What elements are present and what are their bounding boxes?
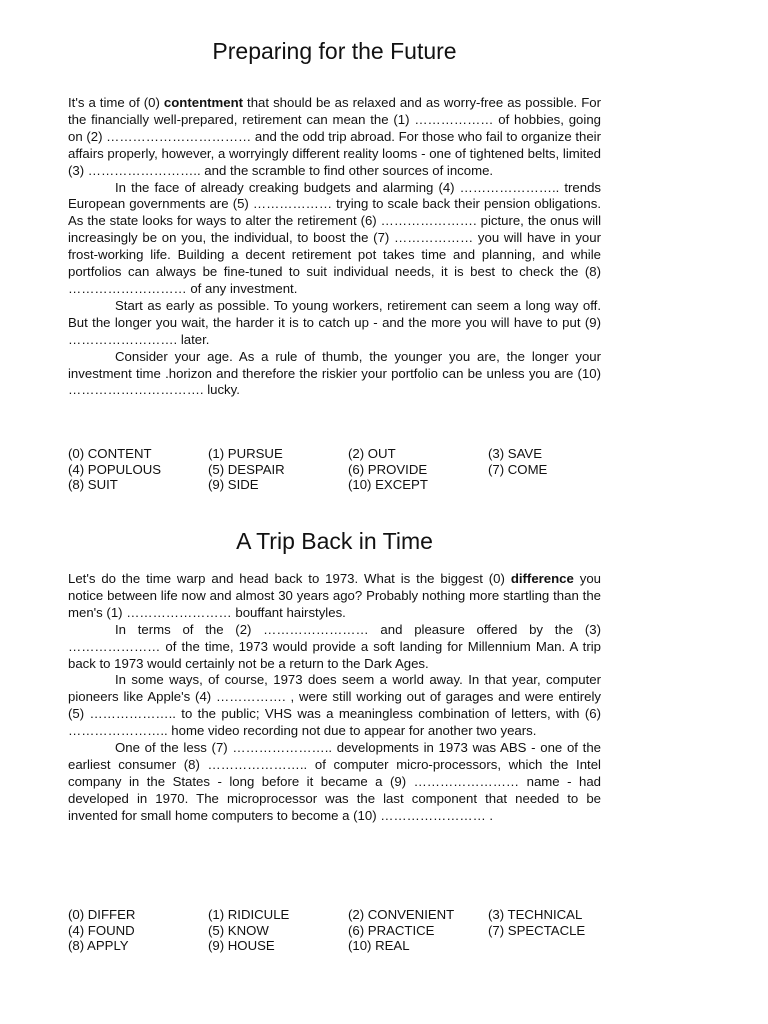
word-option: (1) RIDICULE: [208, 907, 290, 922]
word-option: (2) CONVENIENT: [348, 907, 455, 922]
word-option: (3) TECHNICAL: [488, 907, 583, 922]
section1-options: [68, 446, 628, 493]
paragraph-text: In the face of already creaking budgets and alarming (4) ………………….. trends European governments are (5) ……………… trying to scale back their pension obligations. As the state looks for ways to alter the retirement (6) …………………. picture, the onus will increasingly be on you, the individual, to boost the (7) ……………… you will have in your frost-working life. Building a decent retirement pot takes time and planning, and while portfolios can always be fine-tuned to suit individual needs, it is best to check the (8) ……………………… of any investment.: [68, 179, 601, 296]
paragraph: [68, 571, 601, 622]
word-option: (5) KNOW: [208, 922, 269, 938]
word-option: (3) SAVE: [488, 446, 542, 461]
paragraph-text: Consider your age. As a rule of thumb, the younger you are, the longer your investment time .horizon and therefore the riskier your portfolio can be unless you are (10) …………………………. lucky.: [68, 348, 601, 398]
word-option: (6) PROVIDE: [348, 461, 428, 477]
word-option: (1) PURSUE: [208, 446, 283, 461]
section1-body: [68, 95, 601, 399]
paragraph: [68, 298, 601, 349]
paragraph: [68, 349, 601, 400]
paragraph-text: that should be as relaxed and as worry-free as possible. For the financially well-prepared, retirement can mean the (1) ……………… of hobbies, going on (2) …………………………… and the odd trip abroad. For those who fail to organize their affairs properly, however, a worryingly different reality looms - one of tightened belts, limited (3) …………………….. and the scramble to find other sources of income.: [68, 95, 601, 178]
word-option: (6) PRACTICE: [348, 922, 435, 938]
word-option: (8) SUIT: [68, 477, 118, 492]
section2-body: [68, 571, 601, 825]
word-option: (0) CONTENT: [68, 446, 152, 461]
word-option: (10) EXCEPT: [348, 477, 428, 492]
paragraph: [68, 622, 601, 673]
section1-title: Preparing for the Future: [212, 38, 457, 64]
answer-example: difference: [510, 571, 574, 586]
paragraph-text: Let's do the time warp and head back to 1973. What is the biggest (0): [68, 571, 511, 586]
paragraph-text: In some ways, of course, 1973 does seem a world away. In that year, computer pioneers like Apple's (4) ……………. , were still working out of garages and were entirely (5) ……………….. to the public; VHS was a meaningless combination of letters, with (6) ………………….. home video recording not due to appear for another two years.: [68, 672, 601, 739]
section2-options: [68, 907, 628, 954]
paragraph-text: you notice between life now and almost 30 years ago? Probably nothing more startling than the men's (1) …………………… bouffant hairstyles.: [68, 571, 601, 620]
word-option: (5) DESPAIR: [208, 461, 285, 477]
section2-title: A Trip Back in Time: [236, 528, 433, 554]
word-option: (4) FOUND: [68, 922, 135, 938]
word-option: (7) COME: [488, 461, 548, 477]
section1-title-wrap: [68, 37, 601, 65]
paragraph-text: One of the less (7) ………………….. developments in 1973 was ABS - one of the earliest consumer (8) ………………….. of computer micro-processors, which the Intel company in the States - long before it became a (9) …………………… name - had developed in 1970. The microprocessor was the last component that needed to be invented for small home computers to become a (10) …………………… .: [68, 740, 601, 823]
word-option: (0) DIFFER: [68, 907, 136, 922]
word-option: (4) POPULOUS: [68, 461, 162, 477]
answer-example: contentment: [163, 95, 244, 110]
section2-title-wrap: [68, 527, 601, 555]
word-option: (9) HOUSE: [208, 938, 275, 953]
word-option: (7) SPECTACLE: [488, 922, 586, 938]
paragraph-text: It's a time of (0): [68, 95, 164, 110]
word-option: (8) APPLY: [68, 938, 129, 953]
paragraph: [68, 95, 601, 180]
word-option: (9) SIDE: [208, 477, 259, 492]
paragraph: [68, 672, 601, 740]
paragraph: [68, 180, 601, 298]
paragraph-text: In terms of the (2) …………………… and pleasure offered by the (3) ………………… of the time, 1973 would provide a soft landing for Millennium Man. A trip back to 1973 would certainly not be a return to the Dark Ages.: [68, 621, 601, 671]
word-option: (2) OUT: [348, 446, 396, 461]
paragraph: [68, 740, 601, 825]
word-option: (10) REAL: [348, 938, 410, 953]
paragraph-text: Start as early as possible. To young workers, retirement can seem a long way off. But the longer you wait, the harder it is to catch up - and the more you will have to put (9) ……………………. later.: [68, 297, 601, 347]
